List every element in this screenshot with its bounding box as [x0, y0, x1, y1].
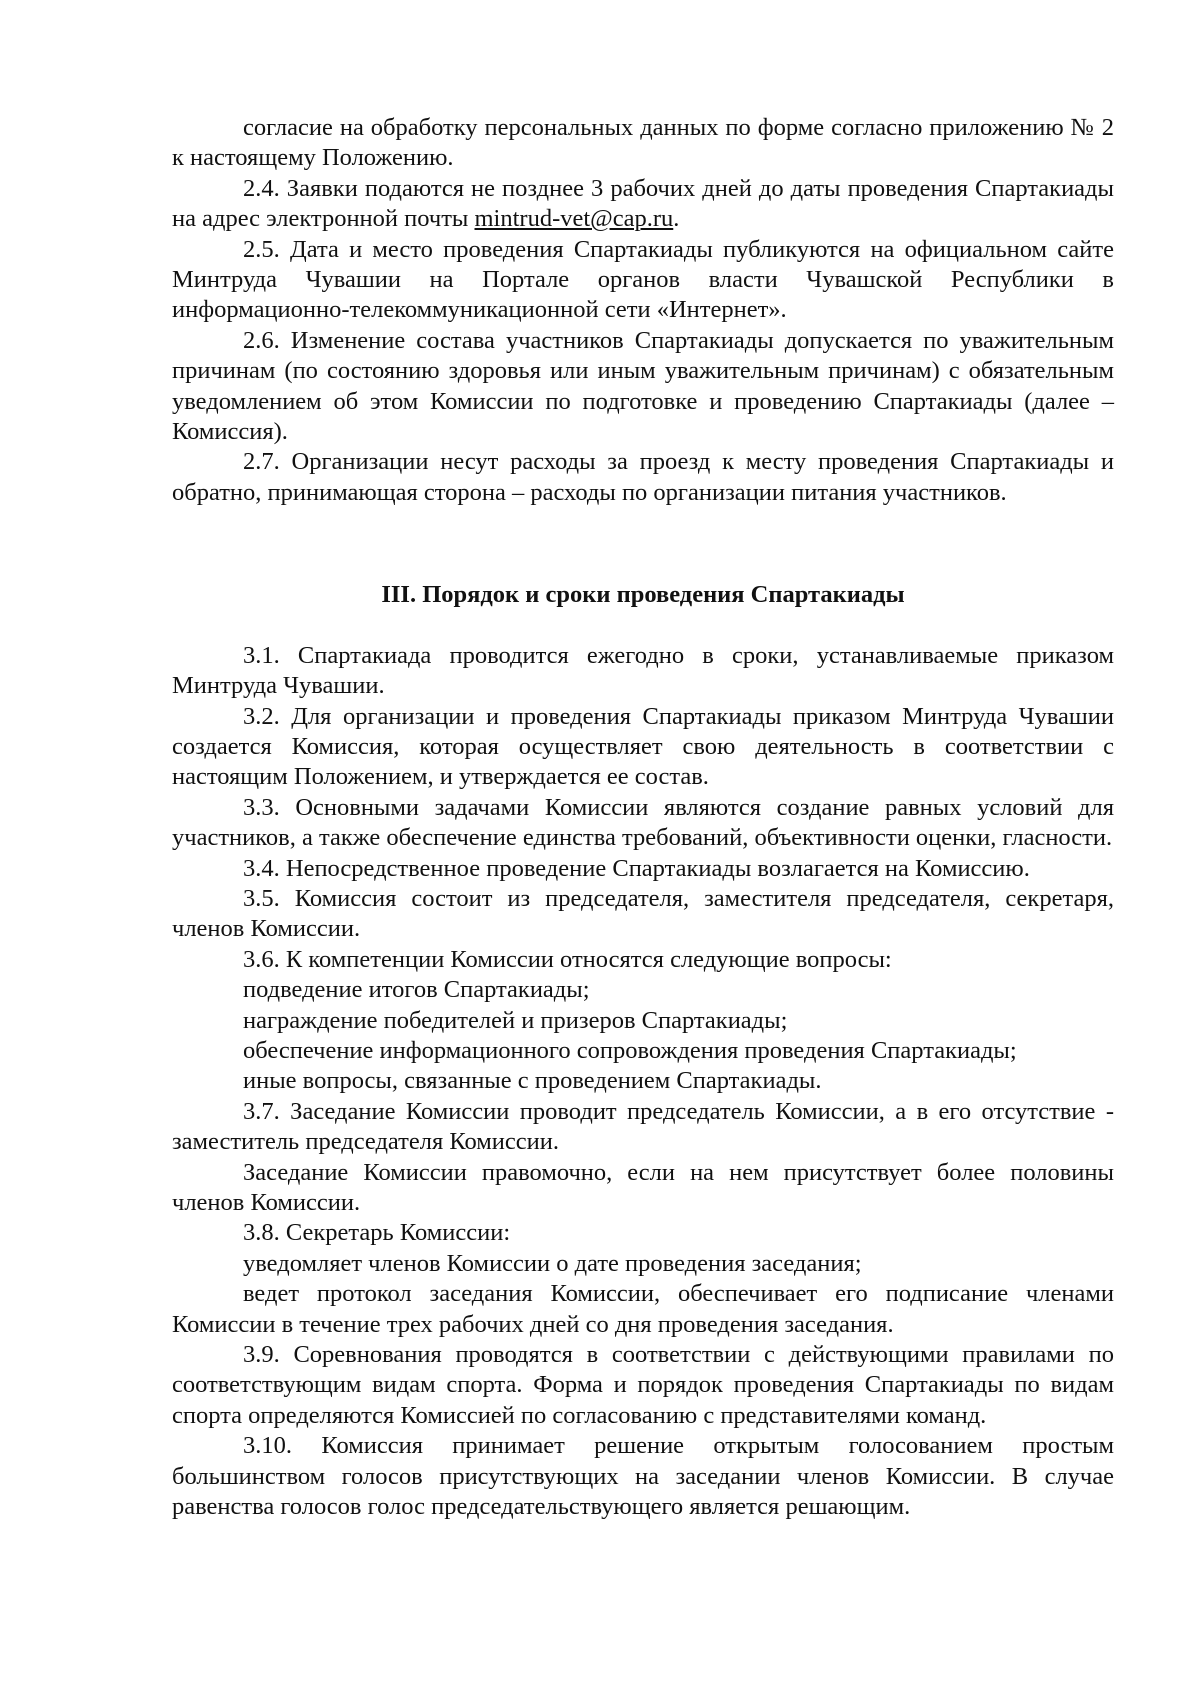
- paragraph-2-6: 2.6. Изменение состава участников Спартакиады допускается по уважительным причинам (по состоянию здоровья или иным уважительным причинам) с обязательным уведомлением об этом Комиссии по подготовке и проведению Спартакиады (далее – Комиссия).: [172, 326, 1114, 446]
- list-item-notify: уведомляет членов Комиссии о дате проведения заседания;: [243, 1249, 862, 1277]
- list-item-awards: награждение победителей и призеров Спартакиады;: [243, 1006, 788, 1034]
- paragraph-3-5: 3.5. Комиссия состоит из председателя, заместителя председателя, секретаря, членов Комиссии.: [172, 884, 1114, 943]
- paragraph-2-4-end: .: [673, 205, 680, 233]
- paragraph-quorum: Заседание Комиссии правомочно, если на нем присутствует более половины членов Комиссии.: [172, 1158, 1114, 1216]
- paragraph-2-7: 2.7. Организации несут расходы за проезд к месту проведения Спартакиады и обратно, принимающая сторона – расходы по организации питания участников.: [172, 448, 1114, 506]
- paragraph-2-4-text: 2.4. Заявки подаются не позднее 3 рабочих дней до даты проведения Спартакиады на адрес электронной почты: [172, 174, 1114, 233]
- paragraph-3-4: 3.4. Непосредственное проведение Спартакиады возлагается на Комиссию.: [243, 854, 1030, 882]
- document-page: [172, 113, 1114, 1522]
- paragraph-3-9: 3.9. Соревнования проводятся в соответствии с действующими правилами по соответствующим видам спорта. Форма и порядок проведения Спартакиады по видам спорта определяются Комиссией по согласованию с представителями команд.: [172, 1341, 1114, 1429]
- list-item-protocol: ведет протокол заседания Комиссии, обеспечивает его подписание членами Комиссии в течение трех рабочих дней со дня проведения заседания.: [172, 1280, 1114, 1338]
- paragraph-3-6: 3.6. К компетенции Комиссии относятся следующие вопросы:: [243, 945, 892, 973]
- paragraph-2-4: [172, 174, 1114, 235]
- list-item-info-support: обеспечение информационного сопровождения проведения Спартакиады;: [243, 1036, 1017, 1064]
- paragraph-3-8: 3.8. Секретарь Комиссии:: [243, 1219, 511, 1247]
- paragraph-3-2: 3.2. Для организации и проведения Спартакиады приказом Минтруда Чувашии создается Комиссия, которая осуществляет свою деятельность в соответствии с настоящим Положением, и утверждается ее состав.: [172, 702, 1114, 791]
- paragraph-3-1: 3.1. Спартакиада проводится ежегодно в сроки, устанавливаемые приказом Минтруда Чувашии.: [172, 641, 1114, 700]
- paragraph-3-10: 3.10. Комиссия принимает решение открытым голосованием простым большинством голосов присутствующих на заседании членов Комиссии. В случае равенства голосов голос председательствующего является решающим.: [172, 1432, 1114, 1521]
- list-item-other: иные вопросы, связанные с проведением Спартакиады.: [243, 1067, 822, 1095]
- list-item-summary: подведение итогов Спартакиады;: [243, 976, 590, 1004]
- paragraph-2-5: 2.5. Дата и место проведения Спартакиады публикуются на официальном сайте Минтруда Чувашии на Портале органов власти Чувашской Республики в информационно-телекоммуникационной сети «Интернет».: [172, 235, 1114, 324]
- paragraph-3-3: 3.3. Основными задачами Комиссии являются создание равных условий для участников, а также обеспечение единства требований, объективности оценки, гласности.: [172, 793, 1114, 852]
- email-link[interactable]: mintrud-vet@cap.ru: [474, 205, 674, 233]
- paragraph-consent: согласие на обработку персональных данных по форме согласно приложению № 2 к настоящему Положению.: [172, 114, 1114, 172]
- section-3-heading: III. Порядок и сроки проведения Спартакиады: [381, 581, 905, 609]
- paragraph-3-7: 3.7. Заседание Комиссии проводит председатель Комиссии, а в его отсутствие - заместитель председателя Комиссии.: [172, 1097, 1114, 1156]
